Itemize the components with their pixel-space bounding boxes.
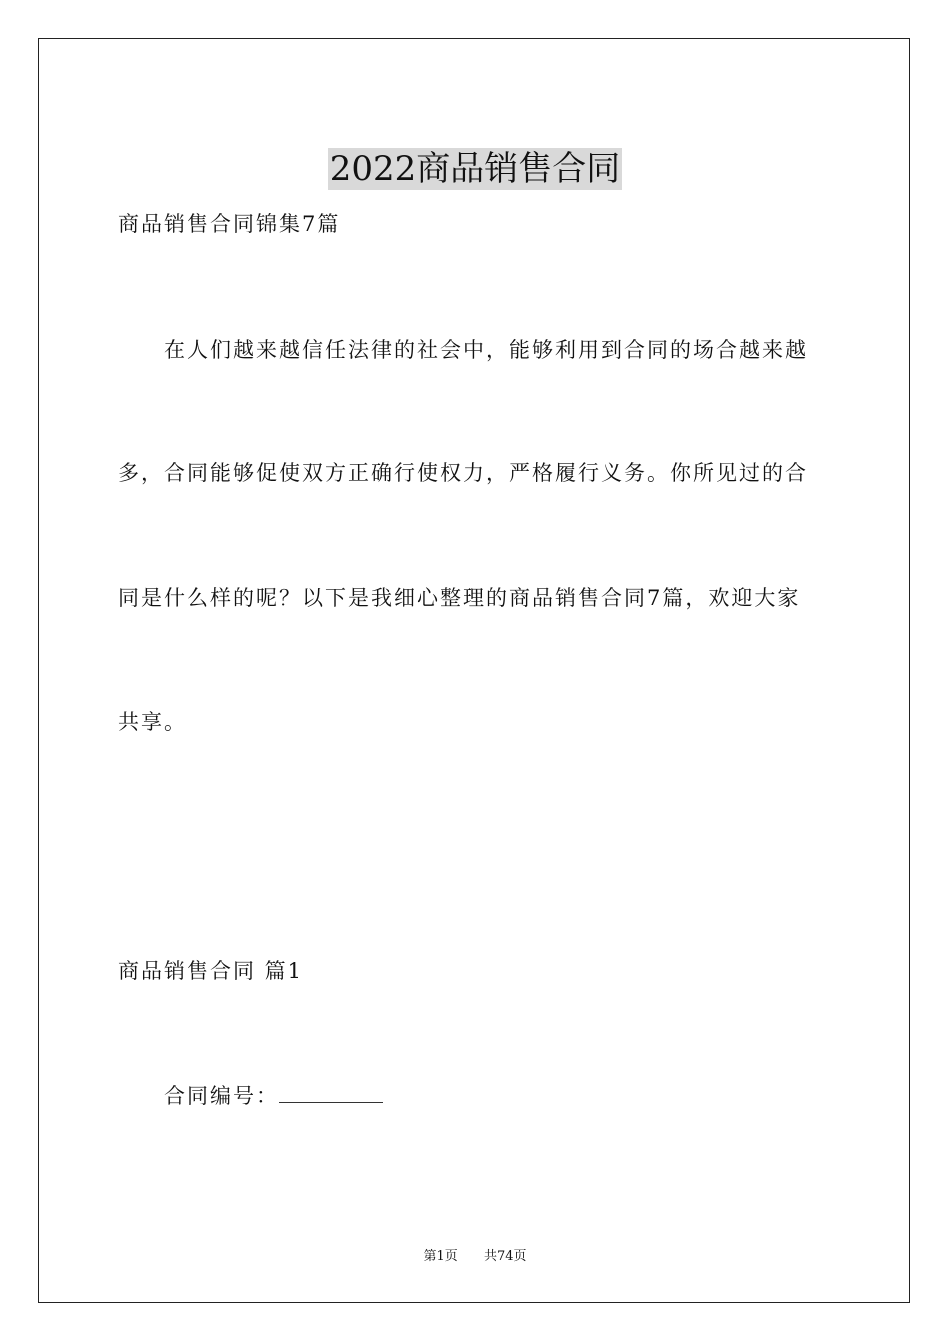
document-subtitle: 商品销售合同锦集7篇 xyxy=(118,212,341,236)
intro-line-1: 在人们越来越信任法律的社会中，能够利用到合同的场合越来越 xyxy=(164,338,808,362)
intro-line-2: 多，合同能够促使双方正确行使权力，严格履行义务。你所见过的合 xyxy=(118,461,808,485)
page-footer xyxy=(0,1248,950,1266)
contract-number-row xyxy=(164,1082,383,1110)
intro-line-4: 共享。 xyxy=(118,710,187,734)
page-current: 第1页 xyxy=(423,1249,458,1264)
title-container xyxy=(0,125,950,213)
intro-line-3: 同是什么样的呢？以下是我细心整理的商品销售合同7篇，欢迎大家 xyxy=(118,586,801,610)
contract-number-label: 合同编号： xyxy=(164,1084,279,1108)
document-title: 2022商品销售合同 xyxy=(329,148,621,189)
contract-number-blank xyxy=(279,1084,383,1103)
section-heading: 商品销售合同 篇1 xyxy=(118,959,304,983)
page-total: 共74页 xyxy=(484,1249,527,1264)
